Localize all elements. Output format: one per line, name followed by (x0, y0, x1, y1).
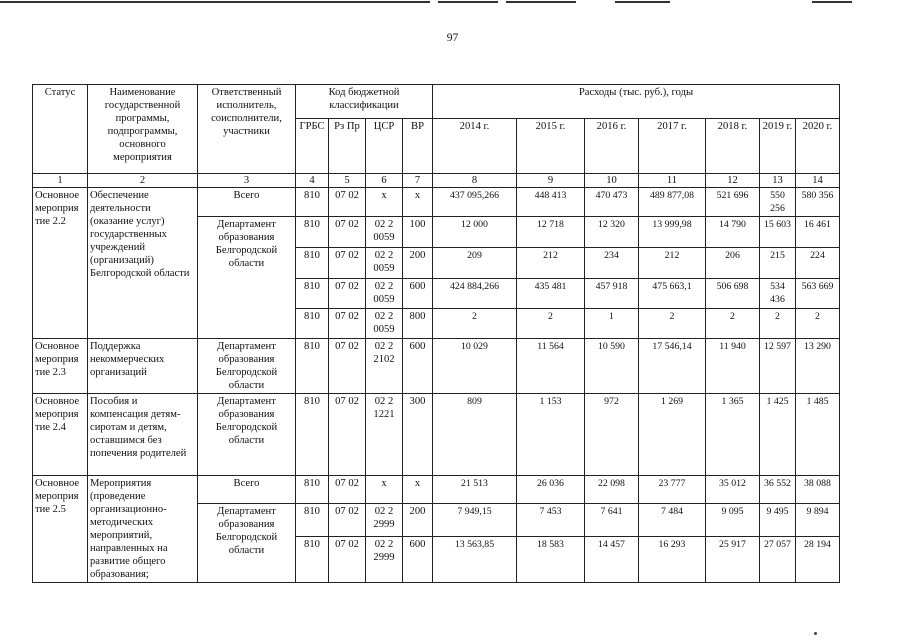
header-csr: ЦСР (366, 119, 403, 174)
cell-value: 457 918 (585, 279, 639, 309)
cell-value: 1 485 (796, 394, 840, 476)
cell-grbs: 810 (296, 537, 329, 583)
cell-vr: 600 (403, 339, 433, 394)
header-year: 2018 г. (706, 119, 760, 174)
header-year: 2016 г. (585, 119, 639, 174)
cell-value: 2 (796, 309, 840, 339)
cell-value: 1 425 (760, 394, 796, 476)
cell-value: 1 365 (706, 394, 760, 476)
cell-value: 15 603 (760, 217, 796, 248)
cell-value: 10 029 (433, 339, 517, 394)
cell-value: 28 194 (796, 537, 840, 583)
cell-value: 11 564 (517, 339, 585, 394)
col-number: 14 (796, 174, 840, 188)
header-expenses: Расходы (тыс. руб.), годы (433, 85, 840, 119)
cell-value: 17 546,14 (639, 339, 706, 394)
cell-value: 2 (517, 309, 585, 339)
col-number: 8 (433, 174, 517, 188)
cell-value: 12 718 (517, 217, 585, 248)
cell-value: 563 669 (796, 279, 840, 309)
cell-value: 972 (585, 394, 639, 476)
col-number: 11 (639, 174, 706, 188)
cell-value: 2 (706, 309, 760, 339)
row-executor-all: Всего (198, 476, 296, 504)
col-number: 2 (88, 174, 198, 188)
cell-vr: 200 (403, 504, 433, 537)
cell-value: 16 461 (796, 217, 840, 248)
header-status: Статус (33, 85, 88, 174)
budget-table (32, 84, 840, 583)
col-number: 9 (517, 174, 585, 188)
col-number: 12 (706, 174, 760, 188)
cell-value: 475 663,1 (639, 279, 706, 309)
cell-value: 212 (639, 248, 706, 279)
cell-value: 18 583 (517, 537, 585, 583)
cell-value: 448 413 (517, 188, 585, 217)
col-number: 6 (366, 174, 403, 188)
row-status-2-5: Основное мероприя тие 2.5 (33, 476, 88, 583)
cell-value: 580 356 (796, 188, 840, 217)
cell-rzpr: 07 02 (329, 248, 366, 279)
cell-value: 16 293 (639, 537, 706, 583)
cell-rzpr: 07 02 (329, 217, 366, 248)
cell-value: 2 (433, 309, 517, 339)
cell-value: 7 484 (639, 504, 706, 537)
cell-value: 470 473 (585, 188, 639, 217)
header-year: 2019 г. (760, 119, 796, 174)
cell-value: 9 495 (760, 504, 796, 537)
cell-value: 9 095 (706, 504, 760, 537)
cell-vr: 800 (403, 309, 433, 339)
row-status-2-2: Основное мероприя тие 2.2 (33, 188, 88, 339)
cell-value: 12 000 (433, 217, 517, 248)
cell-vr: 600 (403, 537, 433, 583)
cell-value: 2 (760, 309, 796, 339)
scan-dot (814, 632, 817, 635)
cell-value: 809 (433, 394, 517, 476)
cell-value: 489 877,08 (639, 188, 706, 217)
cell-value: 9 894 (796, 504, 840, 537)
cell-value: 7 453 (517, 504, 585, 537)
row-executor-dept: Департамент образования Белгородской области (198, 217, 296, 339)
cell-value: 206 (706, 248, 760, 279)
cell-value: 13 999,98 (639, 217, 706, 248)
cell-value: 215 (760, 248, 796, 279)
cell-value: 13 563,85 (433, 537, 517, 583)
cell-value: 534 436 (760, 279, 796, 309)
header-year: 2017 г. (639, 119, 706, 174)
col-number: 4 (296, 174, 329, 188)
cell-value: 21 513 (433, 476, 517, 504)
cell-grbs: 810 (296, 279, 329, 309)
page-number: 97 (446, 32, 459, 44)
header-year: 2014 г. (433, 119, 517, 174)
cell-value: 224 (796, 248, 840, 279)
cell-csr: 02 2 0059 (366, 217, 403, 248)
row-name-2-2: Обеспечение деятельности (оказание услуг) государственных учреждений (организаций) Белгородской области (88, 188, 198, 339)
cell-grbs: 810 (296, 248, 329, 279)
cell-value: 435 481 (517, 279, 585, 309)
cell-rzpr: 07 02 (329, 476, 366, 504)
col-number: 10 (585, 174, 639, 188)
cell-grbs: 810 (296, 476, 329, 504)
cell-value: 38 088 (796, 476, 840, 504)
cell-grbs: 810 (296, 394, 329, 476)
cell-rzpr: 07 02 (329, 394, 366, 476)
cell-csr: 02 2 1221 (366, 394, 403, 476)
cell-value: 13 290 (796, 339, 840, 394)
cell-rzpr: 07 02 (329, 279, 366, 309)
row-name-2-3: Поддержка некоммерческих организаций (88, 339, 198, 394)
header-executor: Ответственный исполнитель, соисполнители, участники (198, 85, 296, 174)
cell-value: 1 153 (517, 394, 585, 476)
cell-value: 521 696 (706, 188, 760, 217)
cell-csr: 02 2 0059 (366, 248, 403, 279)
cell-csr: 02 2 0059 (366, 309, 403, 339)
cell-csr: х (366, 188, 403, 217)
col-number: 1 (33, 174, 88, 188)
row-name-2-4: Пособия и компенсация детям-сиротам и детям, оставшимся без попечения родителей (88, 394, 198, 476)
cell-value: 424 884,266 (433, 279, 517, 309)
cell-csr: 02 2 0059 (366, 279, 403, 309)
cell-vr: 300 (403, 394, 433, 476)
cell-value: 27 057 (760, 537, 796, 583)
cell-vr: 200 (403, 248, 433, 279)
header-year: 2020 г. (796, 119, 840, 174)
cell-value: 506 698 (706, 279, 760, 309)
col-number: 7 (403, 174, 433, 188)
cell-rzpr: 07 02 (329, 339, 366, 394)
cell-value: 23 777 (639, 476, 706, 504)
cell-value: 12 597 (760, 339, 796, 394)
header-name: Наименование государственной программы, подпрограммы, основного мероприятия (88, 85, 198, 174)
header-budget-code: Код бюджетной классификации (296, 85, 433, 119)
cell-vr: 600 (403, 279, 433, 309)
cell-value: 14 457 (585, 537, 639, 583)
cell-value: 12 320 (585, 217, 639, 248)
header-year: 2015 г. (517, 119, 585, 174)
cell-csr: 02 2 2102 (366, 339, 403, 394)
row-status-2-3: Основное мероприя тие 2.3 (33, 339, 88, 394)
cell-rzpr: 07 02 (329, 504, 366, 537)
cell-value: 212 (517, 248, 585, 279)
cell-value: 14 790 (706, 217, 760, 248)
cell-value: 7 949,15 (433, 504, 517, 537)
cell-grbs: 810 (296, 217, 329, 248)
cell-value: 35 012 (706, 476, 760, 504)
row-executor-dept: Департамент образования Белгородской области (198, 504, 296, 583)
header-grbs: ГРБС (296, 119, 329, 174)
header-rzpr: Рз Пр (329, 119, 366, 174)
cell-value: 26 036 (517, 476, 585, 504)
cell-grbs: 810 (296, 504, 329, 537)
cell-value: 10 590 (585, 339, 639, 394)
cell-vr: х (403, 188, 433, 217)
cell-csr: 02 2 2999 (366, 537, 403, 583)
row-status-2-4: Основное мероприя тие 2.4 (33, 394, 88, 476)
cell-rzpr: 07 02 (329, 309, 366, 339)
row-name-2-5: Мероприятия (проведение организационно-методических мероприятий, направленных на развитие общего образования; (88, 476, 198, 583)
header-vr: ВР (403, 119, 433, 174)
cell-vr: х (403, 476, 433, 504)
cell-value: 7 641 (585, 504, 639, 537)
col-number: 13 (760, 174, 796, 188)
cell-value: 25 917 (706, 537, 760, 583)
cell-grbs: 810 (296, 188, 329, 217)
row-executor-dept: Департамент образования Белгородской области (198, 339, 296, 394)
cell-csr: 02 2 2999 (366, 504, 403, 537)
cell-value: 1 269 (639, 394, 706, 476)
cell-grbs: 810 (296, 339, 329, 394)
cell-value: 209 (433, 248, 517, 279)
cell-value: 2 (639, 309, 706, 339)
row-executor-dept: Департамент образования Белгородской области (198, 394, 296, 476)
cell-value: 11 940 (706, 339, 760, 394)
col-number: 3 (198, 174, 296, 188)
col-number: 5 (329, 174, 366, 188)
cell-rzpr: 07 02 (329, 537, 366, 583)
cell-value: 36 552 (760, 476, 796, 504)
cell-vr: 100 (403, 217, 433, 248)
cell-value: 234 (585, 248, 639, 279)
cell-value: 1 (585, 309, 639, 339)
cell-grbs: 810 (296, 309, 329, 339)
cell-value: 22 098 (585, 476, 639, 504)
scan-top-border (0, 1, 905, 5)
cell-csr: х (366, 476, 403, 504)
cell-rzpr: 07 02 (329, 188, 366, 217)
row-executor-all: Всего (198, 188, 296, 217)
cell-value: 550 256 (760, 188, 796, 217)
cell-value: 437 095,266 (433, 188, 517, 217)
